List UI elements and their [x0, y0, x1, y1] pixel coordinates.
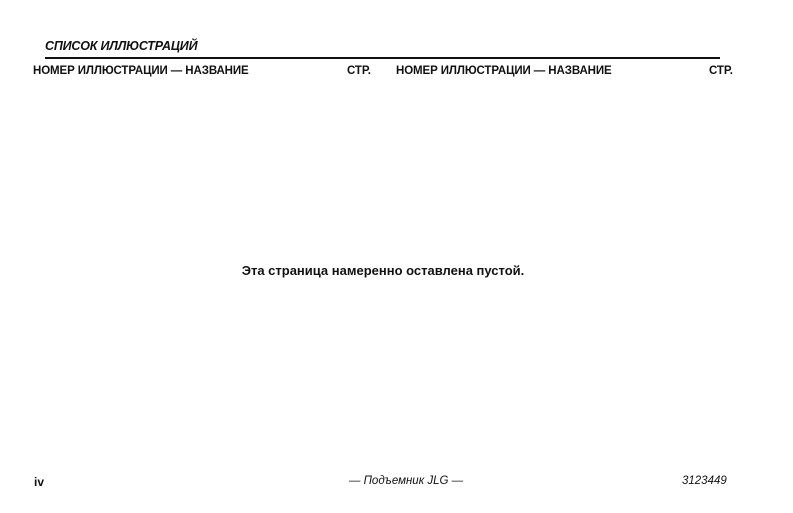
section-title: СПИСОК ИЛЛЮСТРАЦИЙ [45, 39, 198, 53]
column-header-page-left: СТР. [347, 65, 371, 77]
footer-page-number: iv [34, 475, 45, 489]
column-header-figure-name-left: НОМЕР ИЛЛЮСТРАЦИИ — НАЗВАНИЕ [33, 65, 249, 77]
intentionally-blank-notice: Эта страница намеренно оставлена пустой. [241, 263, 525, 278]
column-header-figure-name-right: НОМЕР ИЛЛЮСТРАЦИИ — НАЗВАНИЕ [396, 65, 612, 77]
column-header-page-right: СТР. [709, 65, 733, 77]
title-underline [45, 57, 720, 59]
footer-product-name: — Подъемник JLG — [348, 475, 464, 487]
footer-document-number: 3123449 [682, 475, 727, 487]
